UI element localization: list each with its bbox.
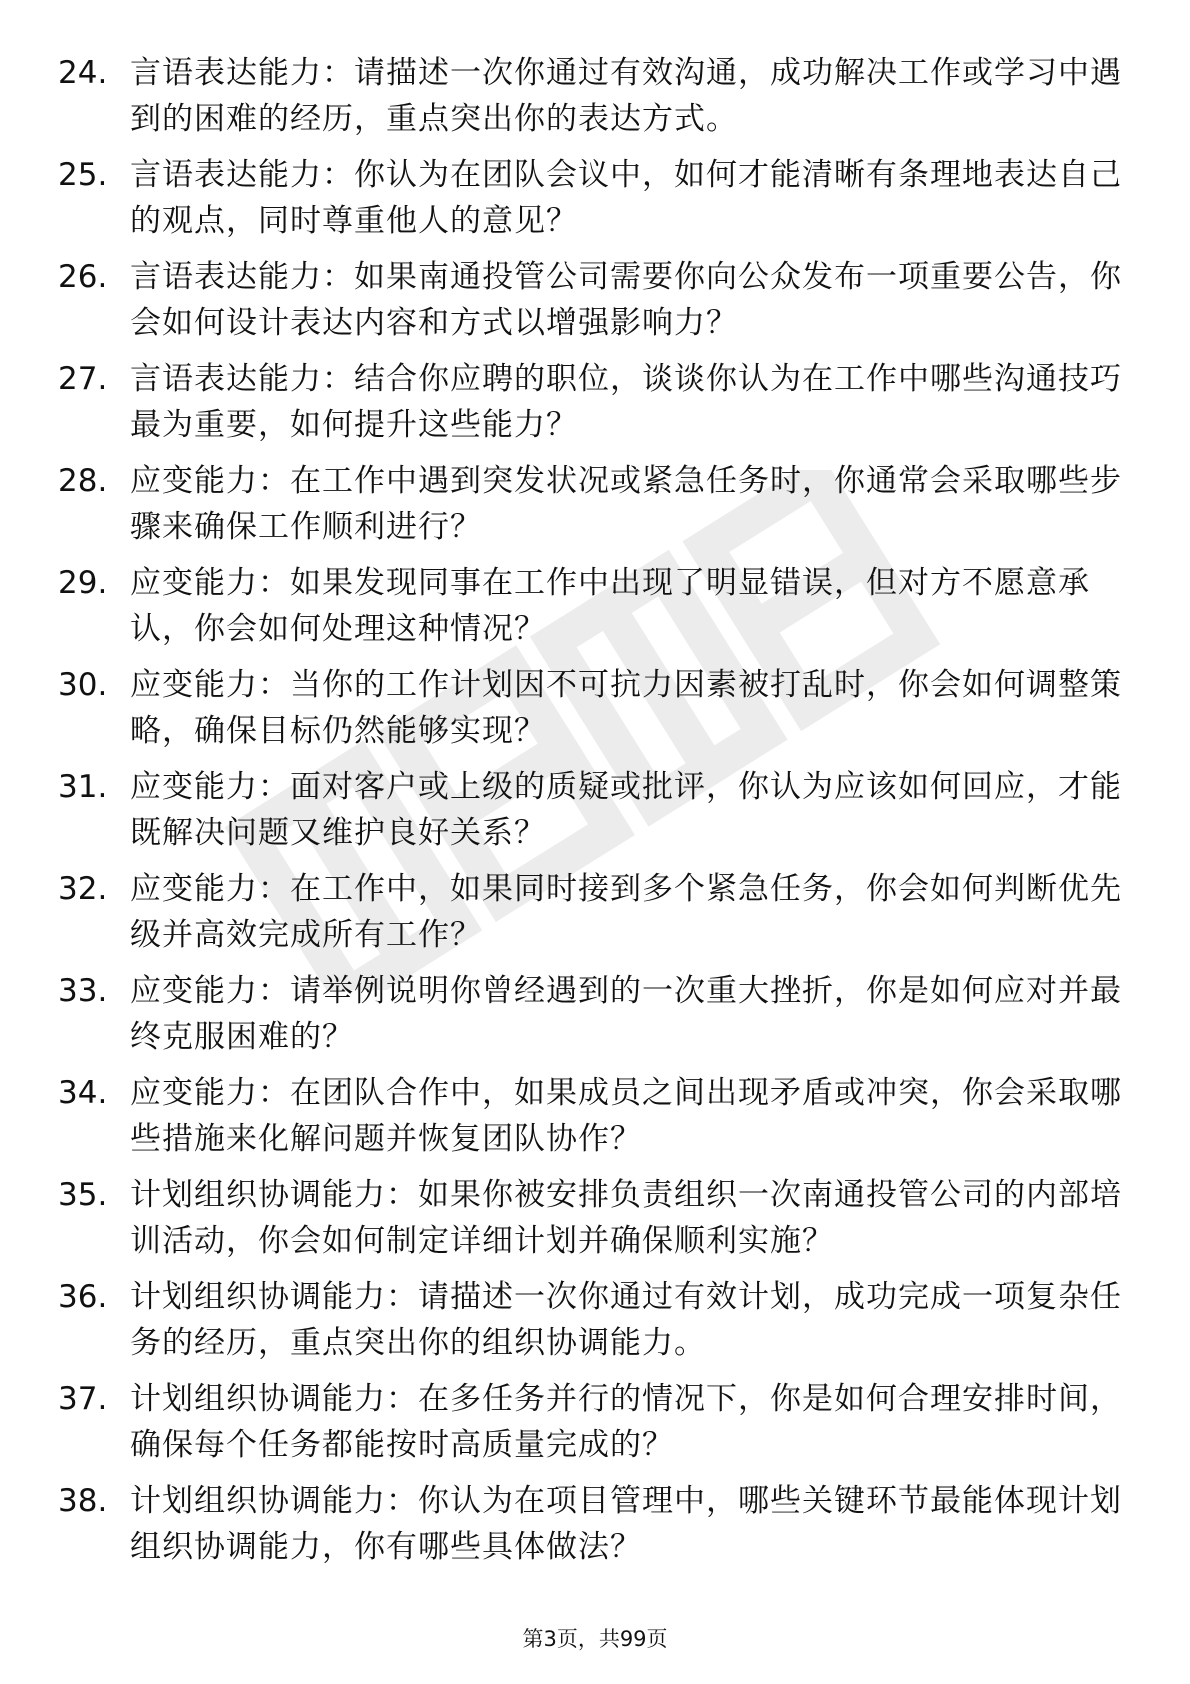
question-text: 计划组织协调能力：在多任务并行的情况下，你是如何合理安排时间，确保每个任务都能按时高质量完成的？: [130, 1381, 1122, 1463]
question-number: 34.: [58, 1075, 108, 1111]
list-item: [58, 560, 1138, 662]
question-number: 37.: [58, 1381, 108, 1417]
list-item: [58, 1274, 1138, 1376]
question-number: 38.: [58, 1483, 108, 1519]
list-item: [58, 662, 1138, 764]
question-text: 应变能力：面对客户或上级的质疑或批评，你认为应该如何回应，才能既解决问题又维护良好关系？: [130, 769, 1122, 851]
question-text: 应变能力：在工作中遇到突发状况或紧急任务时，你通常会采取哪些步骤来确保工作顺利进行？: [130, 463, 1122, 545]
question-number: 36.: [58, 1279, 108, 1315]
question-text: 计划组织协调能力：如果你被安排负责组织一次南通投管公司的内部培训活动，你会如何制定详细计划并确保顺利实施？: [130, 1177, 1122, 1259]
list-item: [58, 356, 1138, 458]
list-item: [58, 458, 1138, 560]
list-item: [58, 152, 1138, 254]
question-number: 27.: [58, 361, 108, 397]
question-text: 言语表达能力：你认为在团队会议中，如何才能清晰有条理地表达自己的观点，同时尊重他人的意见？: [130, 157, 1122, 239]
list-item: [58, 968, 1138, 1070]
question-text: 计划组织协调能力：你认为在项目管理中，哪些关键环节最能体现计划组织协调能力，你有哪些具体做法？: [130, 1483, 1122, 1565]
question-text: 应变能力：在工作中，如果同时接到多个紧急任务，你会如何判断优先级并高效完成所有工作？: [130, 871, 1122, 953]
question-number: 31.: [58, 769, 108, 805]
page-footer: [0, 1624, 1190, 1654]
page-number-label: 第3页，共99页: [522, 1627, 668, 1651]
question-text: 言语表达能力：如果南通投管公司需要你向公众发布一项重要公告，你会如何设计表达内容和方式以增强影响力？: [130, 259, 1122, 341]
question-number: 26.: [58, 259, 108, 295]
question-number: 33.: [58, 973, 108, 1009]
list-item: [58, 1478, 1138, 1580]
question-number: 32.: [58, 871, 108, 907]
question-text: 言语表达能力：结合你应聘的职位，谈谈你认为在工作中哪些沟通技巧最为重要，如何提升这些能力？: [130, 361, 1122, 443]
list-item: [58, 764, 1138, 866]
question-number: 35.: [58, 1177, 108, 1213]
question-text: 言语表达能力：请描述一次你通过有效沟通，成功解决工作或学习中遇到的困难的经历，重点突出你的表达方式。: [130, 55, 1122, 137]
question-list: [58, 50, 1138, 1580]
question-text: 应变能力：请举例说明你曾经遇到的一次重大挫折，你是如何应对并最终克服困难的？: [130, 973, 1122, 1055]
list-item: [58, 866, 1138, 968]
question-text: 应变能力：如果发现同事在工作中出现了明显错误，但对方不愿意承认，你会如何处理这种情况？: [130, 565, 1090, 647]
list-item: [58, 1070, 1138, 1172]
question-number: 25.: [58, 157, 108, 193]
question-number: 28.: [58, 463, 108, 499]
question-number: 30.: [58, 667, 108, 703]
list-item: [58, 254, 1138, 356]
question-text: 计划组织协调能力：请描述一次你通过有效计划，成功完成一项复杂任务的经历，重点突出你的组织协调能力。: [130, 1279, 1122, 1361]
list-item: [58, 1376, 1138, 1478]
question-number: 29.: [58, 565, 108, 601]
question-number: 24.: [58, 55, 108, 91]
question-text: 应变能力：在团队合作中，如果成员之间出现矛盾或冲突，你会采取哪些措施来化解问题并恢复团队协作？: [130, 1075, 1122, 1157]
list-item: [58, 50, 1138, 152]
list-item: [58, 1172, 1138, 1274]
question-text: 应变能力：当你的工作计划因不可抗力因素被打乱时，你会如何调整策略，确保目标仍然能够实现？: [130, 667, 1122, 749]
